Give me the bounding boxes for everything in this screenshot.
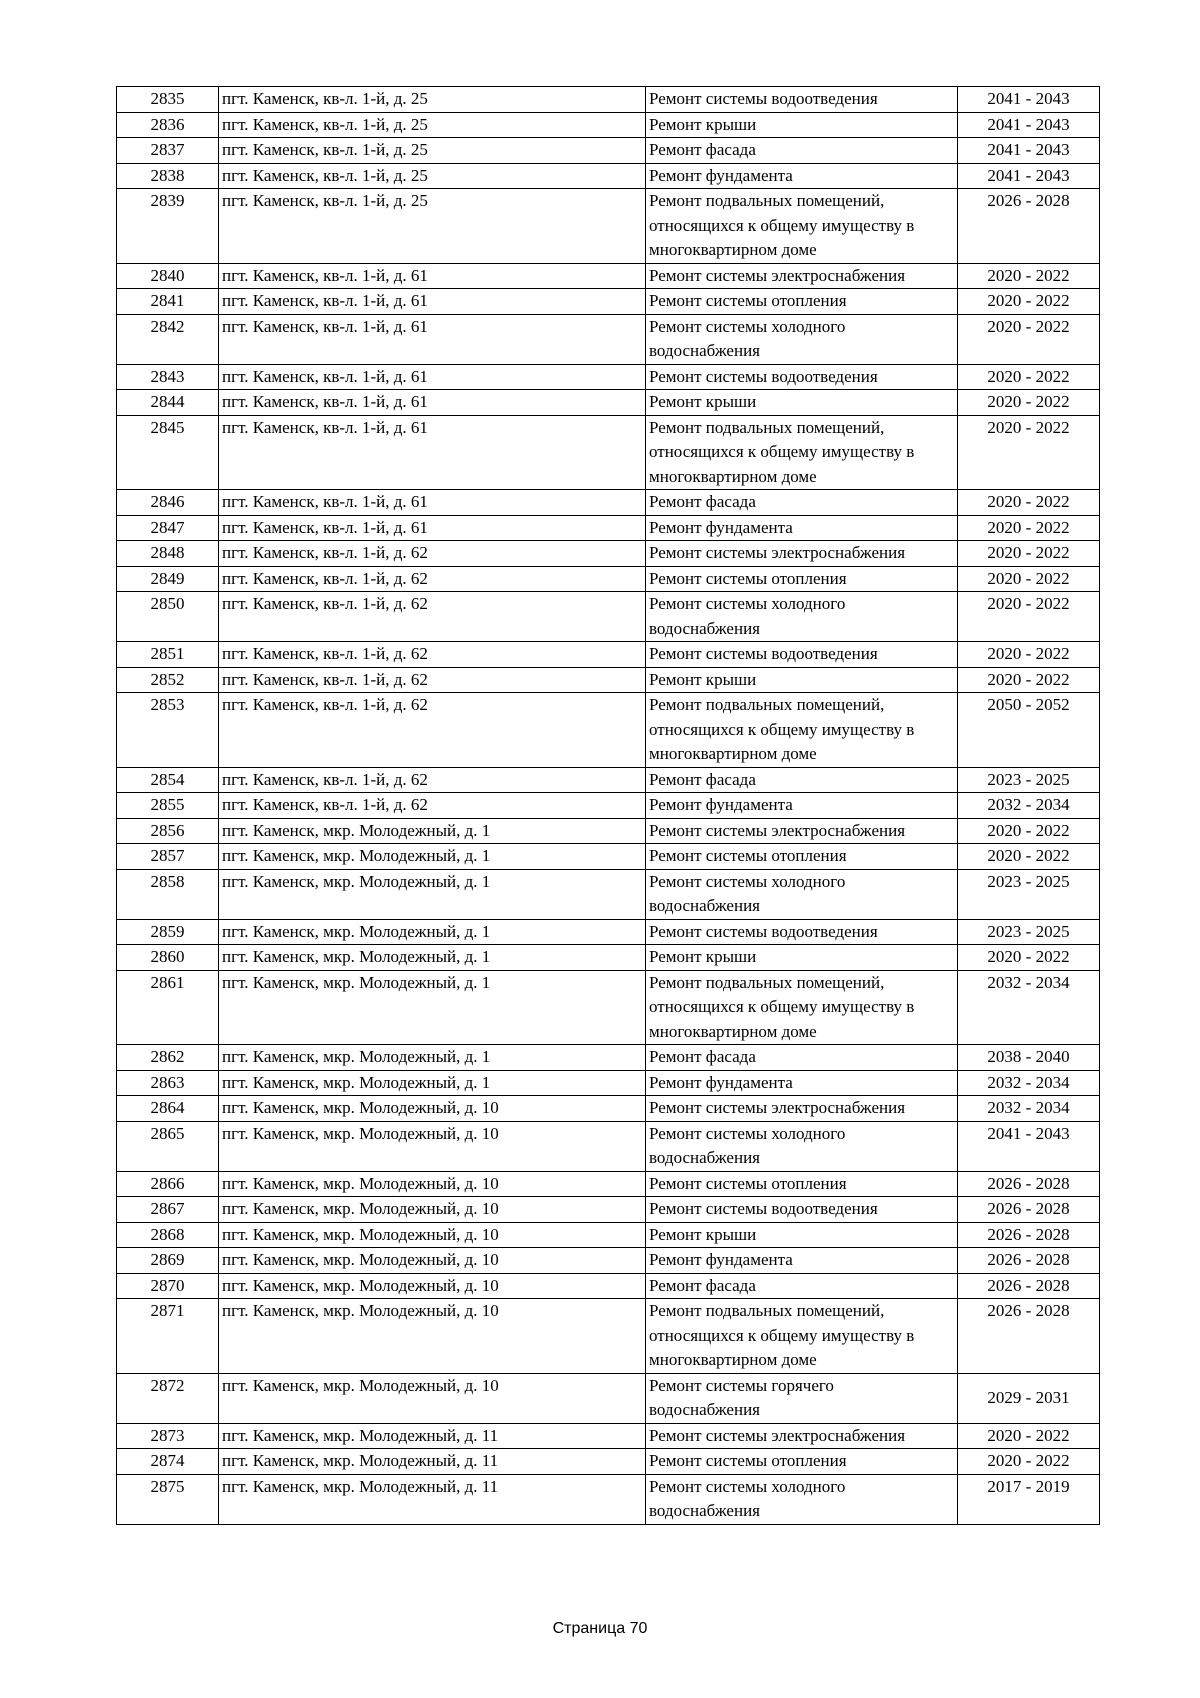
page-number: Страница 70 (552, 1620, 648, 1637)
address-cell: пгт. Каменск, мкр. Молодежный, д. 10 (219, 1171, 646, 1197)
work-type-cell: Ремонт системы холодного водоснабжения (646, 1121, 958, 1171)
table-row (117, 767, 1100, 793)
work-type-cell: Ремонт подвальных помещений, относящихся к общему имуществу в многоквартирном доме (646, 189, 958, 264)
work-type-cell: Ремонт фасада (646, 490, 958, 516)
period-cell: 2020 - 2022 (958, 667, 1100, 693)
address-cell: пгт. Каменск, мкр. Молодежный, д. 1 (219, 970, 646, 1045)
period-cell: 2026 - 2028 (958, 1299, 1100, 1374)
table-row (117, 1474, 1100, 1524)
address-cell: пгт. Каменск, кв-л. 1-й, д. 25 (219, 112, 646, 138)
row-number-cell: 2867 (117, 1197, 219, 1223)
period-cell: 2020 - 2022 (958, 415, 1100, 490)
address-cell: пгт. Каменск, мкр. Молодежный, д. 1 (219, 818, 646, 844)
address-cell: пгт. Каменск, кв-л. 1-й, д. 25 (219, 87, 646, 113)
work-type-cell: Ремонт крыши (646, 390, 958, 416)
address-cell: пгт. Каменск, кв-л. 1-й, д. 62 (219, 767, 646, 793)
period-cell: 2032 - 2034 (958, 970, 1100, 1045)
row-number-cell: 2865 (117, 1121, 219, 1171)
row-number-cell: 2863 (117, 1070, 219, 1096)
row-number-cell: 2870 (117, 1273, 219, 1299)
work-type-cell: Ремонт системы холодного водоснабжения (646, 592, 958, 642)
work-type-cell: Ремонт системы отопления (646, 1171, 958, 1197)
work-type-cell: Ремонт системы холодного водоснабжения (646, 314, 958, 364)
address-cell: пгт. Каменск, кв-л. 1-й, д. 62 (219, 693, 646, 768)
period-cell: 2038 - 2040 (958, 1045, 1100, 1071)
table-row (117, 1423, 1100, 1449)
table-row (117, 566, 1100, 592)
period-cell: 2020 - 2022 (958, 592, 1100, 642)
address-cell: пгт. Каменск, кв-л. 1-й, д. 61 (219, 490, 646, 516)
row-number-cell: 2861 (117, 970, 219, 1045)
row-number-cell: 2844 (117, 390, 219, 416)
table-row (117, 138, 1100, 164)
work-type-cell: Ремонт фасада (646, 767, 958, 793)
address-cell: пгт. Каменск, кв-л. 1-й, д. 61 (219, 415, 646, 490)
period-cell: 2023 - 2025 (958, 919, 1100, 945)
table-row (117, 592, 1100, 642)
table-row (117, 390, 1100, 416)
period-cell: 2026 - 2028 (958, 189, 1100, 264)
address-cell: пгт. Каменск, мкр. Молодежный, д. 1 (219, 844, 646, 870)
address-cell: пгт. Каменск, кв-л. 1-й, д. 62 (219, 793, 646, 819)
table-row (117, 793, 1100, 819)
address-cell: пгт. Каменск, мкр. Молодежный, д. 1 (219, 919, 646, 945)
row-number-cell: 2839 (117, 189, 219, 264)
period-cell: 2023 - 2025 (958, 869, 1100, 919)
period-cell: 2026 - 2028 (958, 1171, 1100, 1197)
period-cell: 2020 - 2022 (958, 1449, 1100, 1475)
row-number-cell: 2843 (117, 364, 219, 390)
address-cell: пгт. Каменск, мкр. Молодежный, д. 1 (219, 869, 646, 919)
row-number-cell: 2866 (117, 1171, 219, 1197)
row-number-cell: 2851 (117, 642, 219, 668)
row-number-cell: 2859 (117, 919, 219, 945)
row-number-cell: 2852 (117, 667, 219, 693)
work-type-cell: Ремонт системы холодного водоснабжения (646, 869, 958, 919)
period-cell: 2020 - 2022 (958, 945, 1100, 971)
work-type-cell: Ремонт системы электроснабжения (646, 263, 958, 289)
work-type-cell: Ремонт системы водоотведения (646, 87, 958, 113)
address-cell: пгт. Каменск, мкр. Молодежный, д. 10 (219, 1299, 646, 1374)
row-number-cell: 2875 (117, 1474, 219, 1524)
row-number-cell: 2836 (117, 112, 219, 138)
address-cell: пгт. Каменск, мкр. Молодежный, д. 1 (219, 1070, 646, 1096)
work-type-cell: Ремонт фундамента (646, 163, 958, 189)
table-row (117, 314, 1100, 364)
address-cell: пгт. Каменск, кв-л. 1-й, д. 61 (219, 263, 646, 289)
row-number-cell: 2873 (117, 1423, 219, 1449)
address-cell: пгт. Каменск, кв-л. 1-й, д. 62 (219, 592, 646, 642)
address-cell: пгт. Каменск, кв-л. 1-й, д. 61 (219, 314, 646, 364)
work-type-cell: Ремонт системы водоотведения (646, 642, 958, 668)
row-number-cell: 2856 (117, 818, 219, 844)
period-cell: 2020 - 2022 (958, 642, 1100, 668)
address-cell: пгт. Каменск, мкр. Молодежный, д. 10 (219, 1121, 646, 1171)
table-row (117, 289, 1100, 315)
address-cell: пгт. Каменск, мкр. Молодежный, д. 1 (219, 945, 646, 971)
table-row (117, 1045, 1100, 1071)
work-type-cell: Ремонт системы отопления (646, 844, 958, 870)
work-type-cell: Ремонт системы электроснабжения (646, 541, 958, 567)
table-row (117, 515, 1100, 541)
table-row (117, 693, 1100, 768)
table-body (117, 87, 1100, 1525)
address-cell: пгт. Каменск, кв-л. 1-й, д. 62 (219, 667, 646, 693)
period-cell: 2020 - 2022 (958, 1423, 1100, 1449)
address-cell: пгт. Каменск, мкр. Молодежный, д. 11 (219, 1474, 646, 1524)
period-cell: 2041 - 2043 (958, 138, 1100, 164)
row-number-cell: 2858 (117, 869, 219, 919)
period-cell: 2029 - 2031 (958, 1373, 1100, 1423)
table-row (117, 1373, 1100, 1423)
address-cell: пгт. Каменск, мкр. Молодежный, д. 10 (219, 1096, 646, 1122)
work-type-cell: Ремонт системы холодного водоснабжения (646, 1474, 958, 1524)
table-row (117, 189, 1100, 264)
row-number-cell: 2868 (117, 1222, 219, 1248)
row-number-cell: 2864 (117, 1096, 219, 1122)
period-cell: 2020 - 2022 (958, 314, 1100, 364)
address-cell: пгт. Каменск, мкр. Молодежный, д. 10 (219, 1373, 646, 1423)
table-row (117, 415, 1100, 490)
period-cell: 2020 - 2022 (958, 490, 1100, 516)
table-row (117, 112, 1100, 138)
row-number-cell: 2842 (117, 314, 219, 364)
work-type-cell: Ремонт фундамента (646, 1070, 958, 1096)
row-number-cell: 2849 (117, 566, 219, 592)
address-cell: пгт. Каменск, кв-л. 1-й, д. 61 (219, 515, 646, 541)
work-type-cell: Ремонт подвальных помещений, относящихся к общему имуществу в многоквартирном доме (646, 415, 958, 490)
address-cell: пгт. Каменск, мкр. Молодежный, д. 11 (219, 1449, 646, 1475)
work-type-cell: Ремонт системы электроснабжения (646, 818, 958, 844)
repair-schedule-table (116, 86, 1100, 1525)
address-cell: пгт. Каменск, кв-л. 1-й, д. 61 (219, 289, 646, 315)
work-type-cell: Ремонт системы отопления (646, 289, 958, 315)
table-row (117, 1222, 1100, 1248)
table-row (117, 667, 1100, 693)
period-cell: 2032 - 2034 (958, 1070, 1100, 1096)
period-cell: 2020 - 2022 (958, 541, 1100, 567)
row-number-cell: 2845 (117, 415, 219, 490)
period-cell: 2032 - 2034 (958, 1096, 1100, 1122)
work-type-cell: Ремонт системы отопления (646, 1449, 958, 1475)
row-number-cell: 2855 (117, 793, 219, 819)
period-cell: 2050 - 2052 (958, 693, 1100, 768)
work-type-cell: Ремонт системы электроснабжения (646, 1423, 958, 1449)
table-row (117, 1096, 1100, 1122)
table-row (117, 970, 1100, 1045)
row-number-cell: 2841 (117, 289, 219, 315)
work-type-cell: Ремонт подвальных помещений, относящихся к общему имуществу в многоквартирном доме (646, 1299, 958, 1374)
table-row (117, 490, 1100, 516)
table-row (117, 1121, 1100, 1171)
address-cell: пгт. Каменск, кв-л. 1-й, д. 61 (219, 390, 646, 416)
work-type-cell: Ремонт подвальных помещений, относящихся к общему имуществу в многоквартирном доме (646, 693, 958, 768)
table-row (117, 541, 1100, 567)
work-type-cell: Ремонт подвальных помещений, относящихся к общему имуществу в многоквартирном доме (646, 970, 958, 1045)
row-number-cell: 2846 (117, 490, 219, 516)
work-type-cell: Ремонт системы водоотведения (646, 364, 958, 390)
period-cell: 2026 - 2028 (958, 1197, 1100, 1223)
work-type-cell: Ремонт крыши (646, 667, 958, 693)
row-number-cell: 2835 (117, 87, 219, 113)
work-type-cell: Ремонт фасада (646, 138, 958, 164)
address-cell: пгт. Каменск, мкр. Молодежный, д. 10 (219, 1222, 646, 1248)
table-row (117, 1248, 1100, 1274)
row-number-cell: 2874 (117, 1449, 219, 1475)
period-cell: 2020 - 2022 (958, 263, 1100, 289)
work-type-cell: Ремонт крыши (646, 112, 958, 138)
row-number-cell: 2848 (117, 541, 219, 567)
address-cell: пгт. Каменск, мкр. Молодежный, д. 11 (219, 1423, 646, 1449)
row-number-cell: 2840 (117, 263, 219, 289)
period-cell: 2041 - 2043 (958, 163, 1100, 189)
address-cell: пгт. Каменск, кв-л. 1-й, д. 62 (219, 541, 646, 567)
period-cell: 2020 - 2022 (958, 818, 1100, 844)
period-cell: 2020 - 2022 (958, 844, 1100, 870)
address-cell: пгт. Каменск, кв-л. 1-й, д. 25 (219, 163, 646, 189)
table-row (117, 945, 1100, 971)
work-type-cell: Ремонт системы водоотведения (646, 1197, 958, 1223)
table-row (117, 1171, 1100, 1197)
period-cell: 2017 - 2019 (958, 1474, 1100, 1524)
address-cell: пгт. Каменск, кв-л. 1-й, д. 62 (219, 642, 646, 668)
row-number-cell: 2872 (117, 1373, 219, 1423)
work-type-cell: Ремонт системы отопления (646, 566, 958, 592)
table-row (117, 919, 1100, 945)
table-row (117, 818, 1100, 844)
work-type-cell: Ремонт фундамента (646, 515, 958, 541)
work-type-cell: Ремонт крыши (646, 1222, 958, 1248)
work-type-cell: Ремонт фасада (646, 1273, 958, 1299)
row-number-cell: 2871 (117, 1299, 219, 1374)
table-row (117, 869, 1100, 919)
address-cell: пгт. Каменск, мкр. Молодежный, д. 1 (219, 1045, 646, 1071)
table-row (117, 263, 1100, 289)
period-cell: 2041 - 2043 (958, 112, 1100, 138)
work-type-cell: Ремонт системы водоотведения (646, 919, 958, 945)
table-row (117, 1273, 1100, 1299)
row-number-cell: 2854 (117, 767, 219, 793)
address-cell: пгт. Каменск, кв-л. 1-й, д. 25 (219, 189, 646, 264)
table-row (117, 844, 1100, 870)
period-cell: 2026 - 2028 (958, 1248, 1100, 1274)
period-cell: 2026 - 2028 (958, 1273, 1100, 1299)
address-cell: пгт. Каменск, кв-л. 1-й, д. 25 (219, 138, 646, 164)
period-cell: 2023 - 2025 (958, 767, 1100, 793)
table-row (117, 1449, 1100, 1475)
period-cell: 2020 - 2022 (958, 289, 1100, 315)
row-number-cell: 2838 (117, 163, 219, 189)
address-cell: пгт. Каменск, мкр. Молодежный, д. 10 (219, 1197, 646, 1223)
table-row (117, 87, 1100, 113)
row-number-cell: 2853 (117, 693, 219, 768)
table-row (117, 163, 1100, 189)
work-type-cell: Ремонт системы горячего водоснабжения (646, 1373, 958, 1423)
address-cell: пгт. Каменск, кв-л. 1-й, д. 61 (219, 364, 646, 390)
table-row (117, 1197, 1100, 1223)
row-number-cell: 2850 (117, 592, 219, 642)
work-type-cell: Ремонт фундамента (646, 793, 958, 819)
row-number-cell: 2847 (117, 515, 219, 541)
period-cell: 2020 - 2022 (958, 566, 1100, 592)
period-cell: 2020 - 2022 (958, 390, 1100, 416)
period-cell: 2020 - 2022 (958, 364, 1100, 390)
row-number-cell: 2869 (117, 1248, 219, 1274)
table-row (117, 642, 1100, 668)
row-number-cell: 2860 (117, 945, 219, 971)
table-row (117, 364, 1100, 390)
row-number-cell: 2837 (117, 138, 219, 164)
work-type-cell: Ремонт фундамента (646, 1248, 958, 1274)
address-cell: пгт. Каменск, кв-л. 1-й, д. 62 (219, 566, 646, 592)
period-cell: 2020 - 2022 (958, 515, 1100, 541)
row-number-cell: 2857 (117, 844, 219, 870)
row-number-cell: 2862 (117, 1045, 219, 1071)
address-cell: пгт. Каменск, мкр. Молодежный, д. 10 (219, 1273, 646, 1299)
period-cell: 2026 - 2028 (958, 1222, 1100, 1248)
work-type-cell: Ремонт системы электроснабжения (646, 1096, 958, 1122)
table-row (117, 1070, 1100, 1096)
work-type-cell: Ремонт крыши (646, 945, 958, 971)
period-cell: 2032 - 2034 (958, 793, 1100, 819)
table-row (117, 1299, 1100, 1374)
period-cell: 2041 - 2043 (958, 1121, 1100, 1171)
period-cell: 2041 - 2043 (958, 87, 1100, 113)
work-type-cell: Ремонт фасада (646, 1045, 958, 1071)
address-cell: пгт. Каменск, мкр. Молодежный, д. 10 (219, 1248, 646, 1274)
